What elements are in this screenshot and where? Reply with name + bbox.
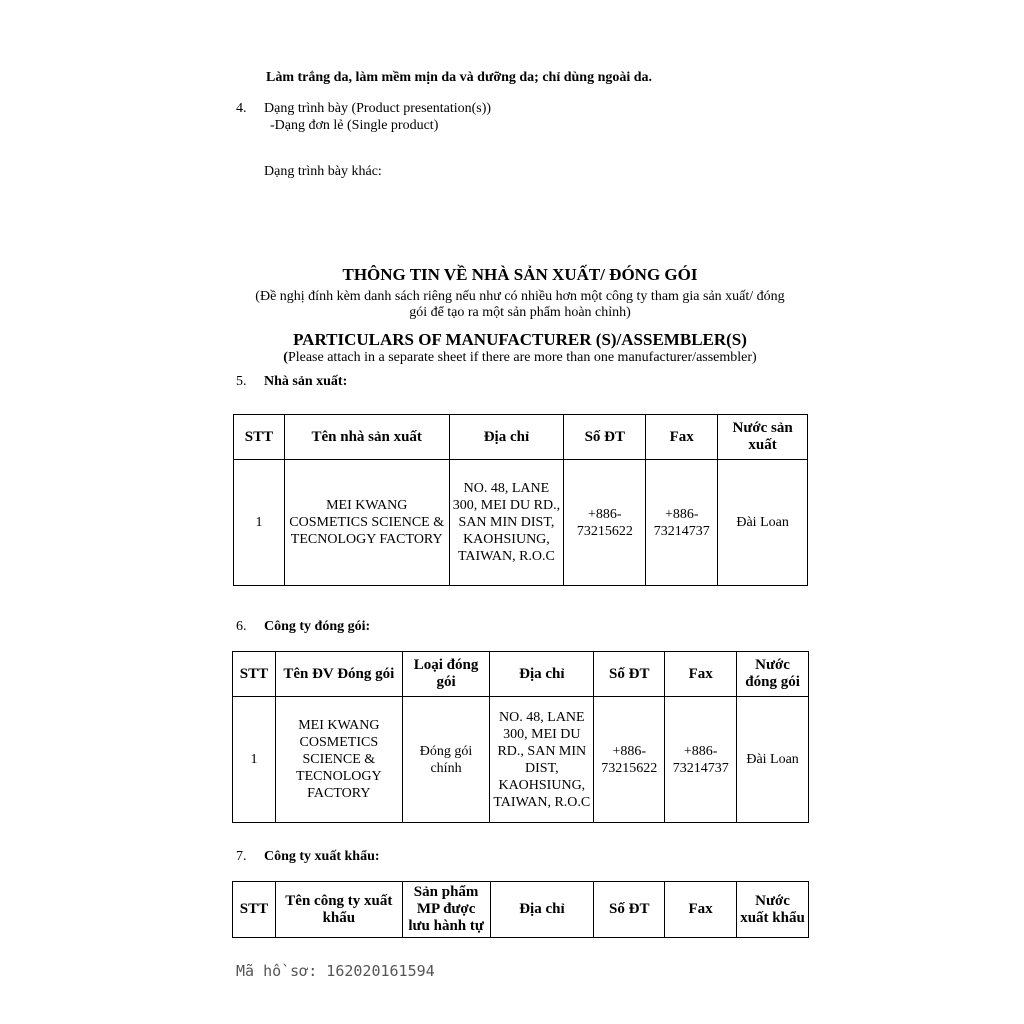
vi-note-line2: gói để tạo ra một sản phẩm hoàn chỉnh) xyxy=(409,305,631,320)
cell-phone: +886-73215622 xyxy=(594,697,665,823)
col-header-country: Nước xuất khẩu xyxy=(737,882,809,938)
section7-number: 7. xyxy=(236,849,247,864)
exporter-table xyxy=(232,881,809,938)
cell-address: NO. 48, LANE 300, MEI DU RD., SAN MIN DIST, KAOHSIUNG, TAIWAN, R.O.C xyxy=(449,460,564,586)
col-header-fax: Fax xyxy=(665,882,737,938)
col-header-fax: Fax xyxy=(646,415,718,460)
cell-name: MEI KWANG COSMETICS SCIENCE & TECNOLOGY FACTORY xyxy=(284,460,449,586)
vi-note-line1: (Đề nghị đính kèm danh sách riêng nếu như có nhiều hơn một công ty tham gia sản xuất/ đóng xyxy=(255,289,785,304)
section6-label: Công ty đóng gói: xyxy=(264,619,371,634)
section6-number: 6. xyxy=(236,619,247,634)
item4-number: 4. xyxy=(236,101,247,116)
packager-table xyxy=(232,651,809,823)
cell-country: Đài Loan xyxy=(718,460,808,586)
col-header-phone: Số ĐT xyxy=(594,882,665,938)
item4-label: Dạng trình bày (Product presentation(s)) xyxy=(264,101,492,116)
col-header-stt: STT xyxy=(233,882,276,938)
item4-sub: -Dạng đơn lẻ (Single product) xyxy=(270,118,439,133)
col-header-country: Nước đóng gói xyxy=(737,652,809,697)
cell-stt: 1 xyxy=(233,697,276,823)
vi-title: THÔNG TIN VỀ NHÀ SẢN XUẤT/ ĐÓNG GÓI xyxy=(342,265,698,284)
col-header-fax: Fax xyxy=(665,652,737,697)
cell-stt: 1 xyxy=(234,460,285,586)
col-header-type: Loại đóng gói xyxy=(402,652,490,697)
section7-label: Công ty xuất khẩu: xyxy=(264,849,380,864)
intro-line: Làm trắng da, làm mềm mịn da và dưỡng da; chỉ dùng ngoài da. xyxy=(266,70,653,85)
cell-address: NO. 48, LANE 300, MEI DU RD., SAN MIN DIST, KAOHSIUNG, TAIWAN, R.O.C xyxy=(490,697,594,823)
table-header-row xyxy=(234,415,808,460)
col-header-address: Địa chỉ xyxy=(490,652,594,697)
item4-other: Dạng trình bày khác: xyxy=(264,164,382,179)
table-header-row xyxy=(233,652,809,697)
section5-number: 5. xyxy=(236,374,247,389)
file-code: Mã hồ sơ: 162020161594 xyxy=(236,962,435,980)
col-header-address: Địa chỉ xyxy=(449,415,564,460)
cell-type: Đóng gói chính xyxy=(402,697,490,823)
cell-fax: +886-73214737 xyxy=(665,697,737,823)
col-header-stt: STT xyxy=(233,652,276,697)
manufacturer-table xyxy=(233,414,808,586)
en-note-text: Please attach in a separate sheet if there are more than one manufacturer/assembler) xyxy=(287,350,757,365)
cell-country: Đài Loan xyxy=(737,697,809,823)
col-header-product: Sản phẩm MP được lưu hành tự xyxy=(402,882,490,938)
section5-label: Nhà sản xuất: xyxy=(264,374,348,389)
col-header-phone: Số ĐT xyxy=(564,415,646,460)
col-header-address: Địa chỉ xyxy=(490,882,594,938)
cell-name: MEI KWANG COSMETICS SCIENCE & TECNOLOGY FACTORY xyxy=(275,697,402,823)
table-row xyxy=(233,697,809,823)
cell-phone: +886-73215622 xyxy=(564,460,646,586)
col-header-country: Nước sản xuất xyxy=(718,415,808,460)
cell-fax: +886-73214737 xyxy=(646,460,718,586)
col-header-stt: STT xyxy=(234,415,285,460)
col-header-phone: Số ĐT xyxy=(594,652,665,697)
col-header-name: Tên nhà sản xuất xyxy=(284,415,449,460)
table-row xyxy=(234,460,808,586)
col-header-name: Tên ĐV Đóng gói xyxy=(275,652,402,697)
en-note-open-paren: ( xyxy=(283,350,288,365)
en-note xyxy=(0,350,1024,366)
table-header-row xyxy=(233,882,809,938)
col-header-name: Tên công ty xuất khẩu xyxy=(275,882,402,938)
en-title: PARTICULARS OF MANUFACTURER (S)/ASSEMBLER(S) xyxy=(293,330,747,349)
